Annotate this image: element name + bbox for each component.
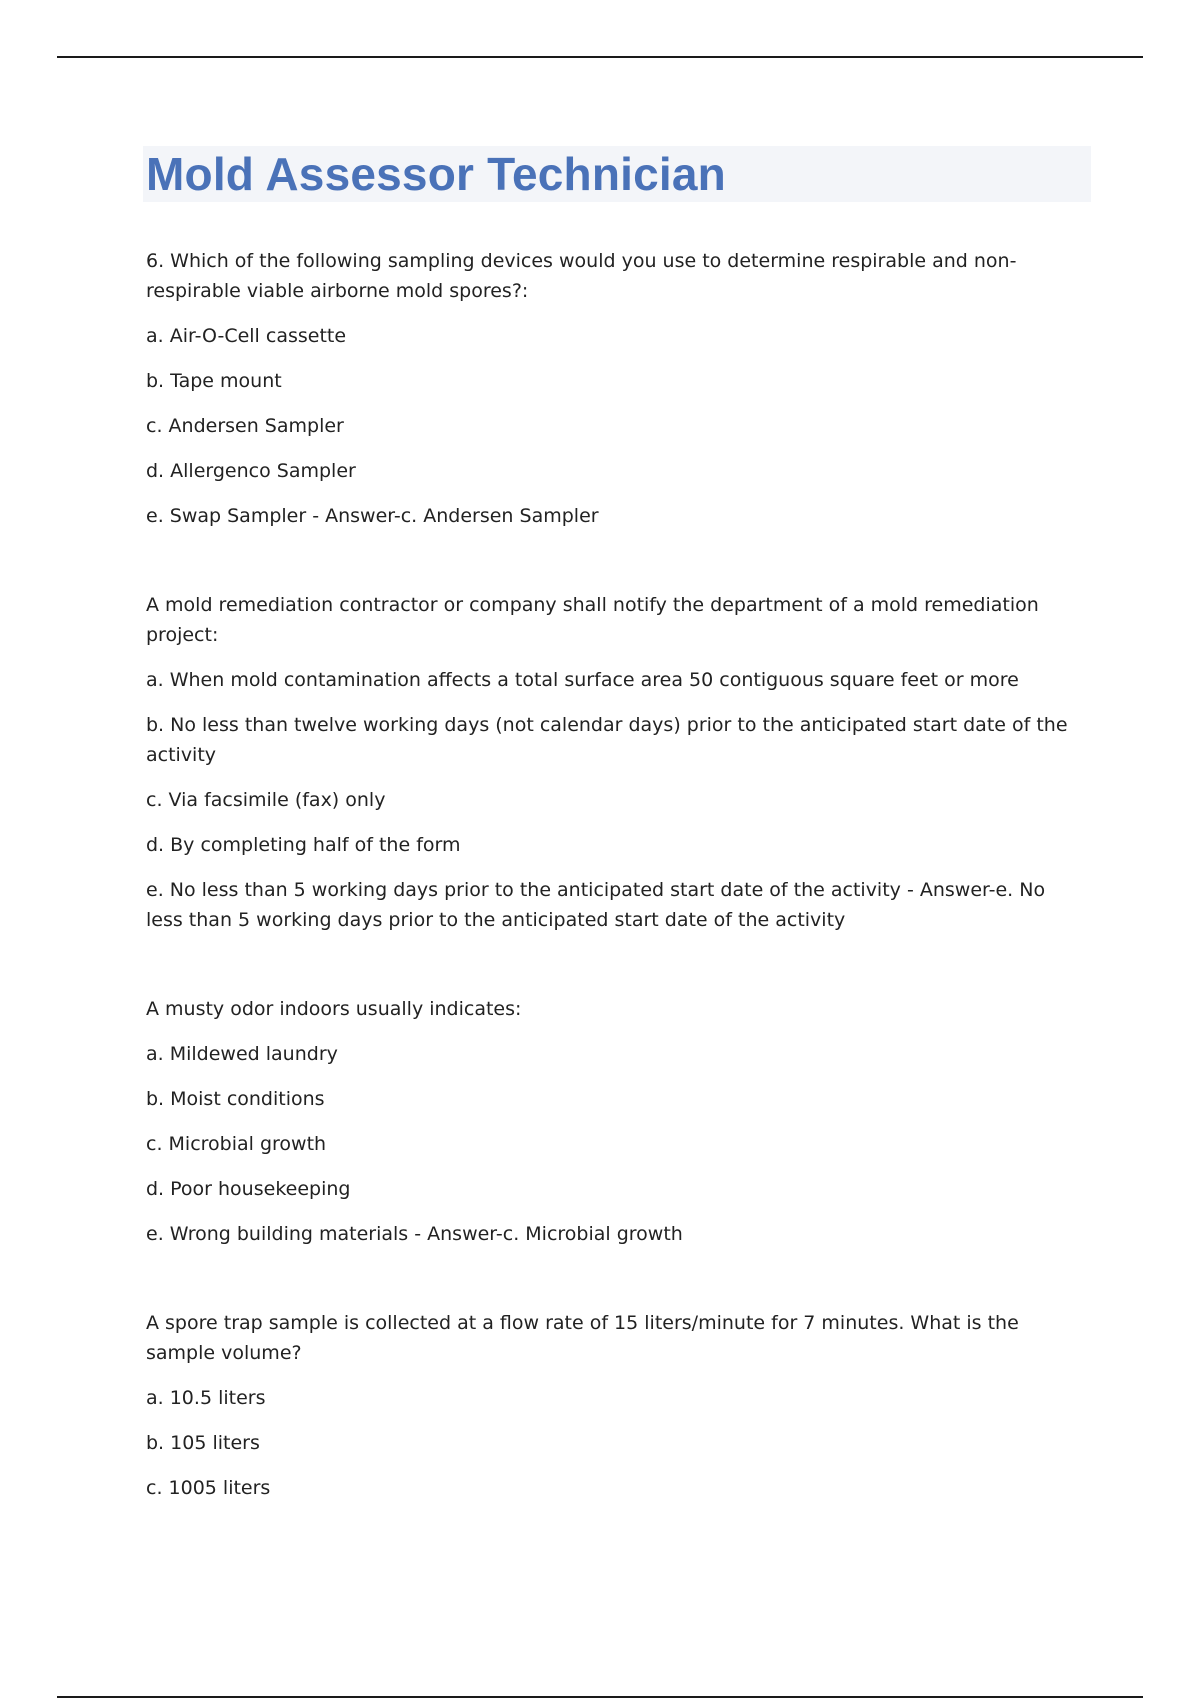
answer-option: c. Andersen Sampler — [146, 415, 344, 437]
question-block — [146, 994, 1086, 1249]
answer-option: c. Microbial growth — [146, 1133, 327, 1155]
question-prompt: 6. Which of the following sampling devices would you use to determine respirable and non-respirable viable airborne mold spores?: — [146, 250, 1017, 302]
answer-option: a. When mold contamination affects a total surface area 50 contiguous square feet or more — [146, 669, 1019, 691]
answer-option: b. No less than twelve working days (not calendar days) prior to the anticipated start date of the activity — [146, 714, 1068, 766]
question-prompt: A mold remediation contractor or company shall notify the department of a mold remediation project: — [146, 594, 1039, 646]
question-prompt: A musty odor indoors usually indicates: — [146, 998, 522, 1020]
page-title: Mold Assessor Technician — [146, 148, 726, 200]
header-rule — [57, 56, 1143, 58]
answer-option: b. 105 liters — [146, 1432, 260, 1454]
answer-option: a. 10.5 liters — [146, 1387, 266, 1409]
footer-rule — [57, 1696, 1143, 1698]
answer-option: e. Wrong building materials - Answer-c. Microbial growth — [146, 1223, 683, 1245]
answer-option: d. By completing half of the form — [146, 834, 461, 856]
answer-option: b. Moist conditions — [146, 1088, 325, 1110]
answer-option: a. Air-O-Cell cassette — [146, 325, 347, 347]
answer-option: b. Tape mount — [146, 370, 282, 392]
question-block — [146, 590, 1086, 935]
question-block — [146, 1308, 1086, 1503]
question-block — [146, 246, 1086, 531]
answer-option: a. Mildewed laundry — [146, 1043, 338, 1065]
question-prompt: A spore trap sample is collected at a flow rate of 15 liters/minute for 7 minutes. What is the sample volume? — [146, 1312, 1019, 1364]
answer-option: d. Poor housekeeping — [146, 1178, 351, 1200]
answer-option: d. Allergenco Sampler — [146, 460, 356, 482]
answer-option: c. Via facsimile (fax) only — [146, 789, 386, 811]
answer-option: e. Swap Sampler - Answer-c. Andersen Sampler — [146, 505, 599, 527]
answer-option: c. 1005 liters — [146, 1477, 271, 1499]
document-body — [146, 246, 1086, 1562]
answer-option: e. No less than 5 working days prior to the anticipated start date of the activity - Answer-e. No less than 5 working days prior to the anticipated start date of the activity — [146, 879, 1046, 931]
